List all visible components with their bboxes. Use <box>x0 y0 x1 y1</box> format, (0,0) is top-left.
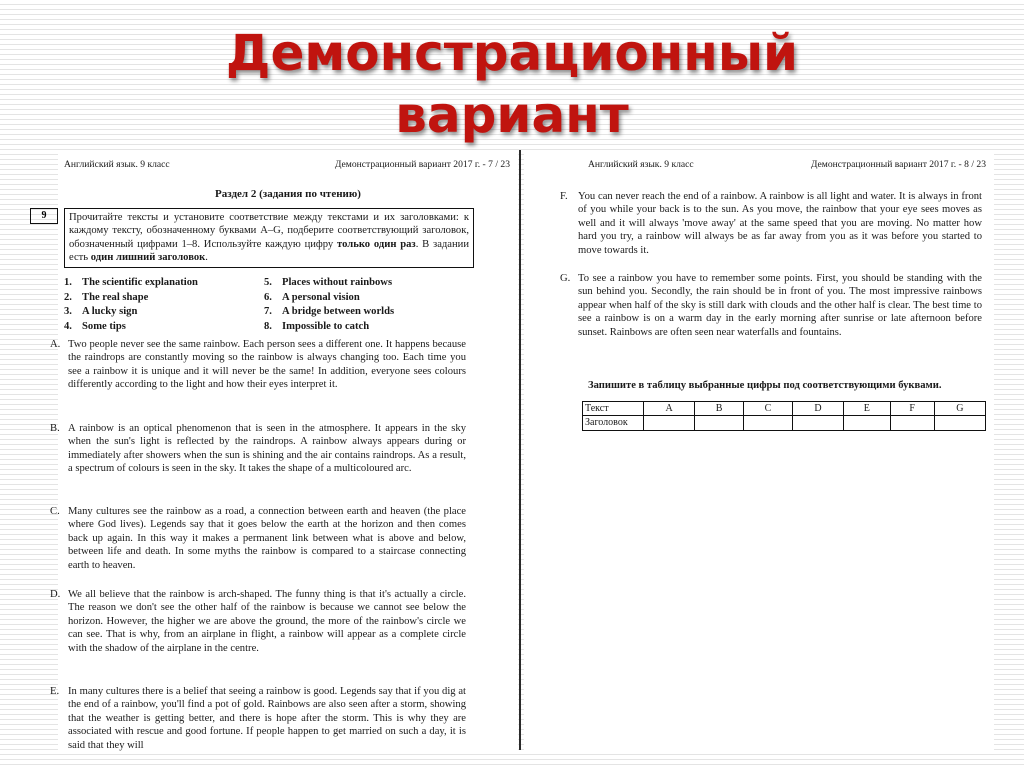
variant-page-label: Демонстрационный вариант 2017 г. - 7 / 23 <box>334 159 510 170</box>
text-paragraph-e <box>50 685 466 752</box>
column-header: D <box>792 402 843 416</box>
paragraph-text: Many cultures see the rainbow as a road, a connection between earth and heaven (the place where God lives). Legends say that it goes below the earth at the horizon and then comes back up again. In this way it makes a permanent link between what is above and below, between life and death. In some myths the rainbow is compared to a staircase connecting earth to heaven. <box>68 506 466 571</box>
column-header: A <box>644 402 695 416</box>
row-label-heading: Заголовок <box>583 416 644 430</box>
row-label-text: Текст <box>583 402 644 416</box>
slide-title-line2: вариант <box>395 86 629 144</box>
instruction-bold-once: только один раз <box>337 238 416 250</box>
text-paragraph-f <box>560 190 982 257</box>
column-header: C <box>744 402 793 416</box>
text-paragraph-b <box>50 422 466 476</box>
answer-cell[interactable] <box>644 416 695 430</box>
page-divider <box>519 150 521 750</box>
text-paragraph-c <box>50 505 466 572</box>
instruction-mid: . В задании есть <box>69 238 469 264</box>
column-header: F <box>890 402 934 416</box>
answer-cell[interactable] <box>844 416 890 430</box>
text-paragraph-a <box>50 338 466 392</box>
heading-item: 1. The scientific explanation <box>64 277 198 288</box>
answer-table <box>582 401 986 431</box>
subject-label: Английский язык. 9 класс <box>64 159 170 170</box>
heading-item: 6. A personal vision <box>264 291 360 303</box>
instruction-main: Прочитайте тексты и установите соответствие между текстами и их заголовками: к каждому тексту, обозначенному буквами A–G, подберите соответствующий заголовок, обозначенный цифрами 1–8. Используйте каждую цифру <box>69 212 469 250</box>
paragraph-text: In many cultures there is a belief that seeing a rainbow is good. Legends say that if you dig at the end of a rainbow, you'll find a pot of gold. Rainbows are also seen after a storm, showing that the weather is getting better, and there is hope after the storm. This is why they are associated with rescue and good fortune. If people happen to get married on such a day, it is said that they will <box>68 686 466 751</box>
instruction-end: . <box>205 252 208 264</box>
table-row <box>583 402 986 416</box>
paragraph-text: You can never reach the end of a rainbow. A rainbow is all light and water. It is always in front of you while your back is to the sun. As you move, the rainbow that your eye sees moves as well and it will always 'move away' at the same speed that you are moving. No matter how hard you try, a rainbow will always be as far away from you as it was before you started to move towards it. <box>578 191 982 256</box>
heading-item: 2. The real shape <box>64 291 149 303</box>
variant-page-label: Демонстрационный вариант 2017 г. - 8 / 23 <box>810 159 986 170</box>
column-header: B <box>695 402 744 416</box>
paragraph-letter: A. <box>50 339 61 350</box>
slide-title-line1: Демонстрационный <box>225 24 799 82</box>
text-paragraph-g <box>560 272 982 339</box>
right-page <box>524 150 994 750</box>
instruction-bold-extra: один лишний заголовок <box>90 252 206 264</box>
left-page <box>50 150 518 751</box>
paragraph-text: Two people never see the same rainbow. Each person sees a different one. It happens because the raindrops are constantly moving so the rainbow is always changing too. Each time you see a rainbow it is unique and it will never be the same! In addition, everyone sees colours differently according to the light and how their eyes interpret it. <box>68 339 466 391</box>
answer-cell[interactable] <box>792 416 843 430</box>
table-row <box>583 416 986 430</box>
column-header: E <box>844 402 890 416</box>
task-instruction <box>64 208 474 268</box>
subject-label: Английский язык. 9 класс <box>588 159 694 170</box>
paragraph-letter: G. <box>560 273 571 284</box>
answer-cell[interactable] <box>695 416 744 430</box>
heading-item: 4. Some tips <box>64 320 126 332</box>
paragraph-letter: D. <box>50 589 61 600</box>
table-instruction: Запишите в таблицу выбранные цифры под соответствующими буквами. <box>588 380 942 391</box>
heading-item: 7. A bridge between worlds <box>264 306 395 318</box>
answer-cell[interactable] <box>934 416 985 430</box>
task-number-badge: 9 <box>30 208 58 224</box>
section-title: Раздел 2 (задания по чтению) <box>215 188 361 200</box>
heading-item: 5. Places without rainbows <box>264 277 393 288</box>
text-paragraph-d <box>50 588 466 655</box>
slide-title <box>0 22 1024 146</box>
left-page-header <box>64 158 510 172</box>
paragraph-text: To see a rainbow you have to remember some points. First, you should be standing with the sun behind you. Secondly, the rain should be in front of you. The most impressive rainbows appear when half of the sky is still dark with clouds and the other half is clear. The best time to see a rainbow is on a warm day in the early morning after sunrise or late afternoon before sunset. Rainbows are often seen near waterfalls and fountains. <box>578 273 982 338</box>
paragraph-letter: F. <box>560 191 568 202</box>
paragraph-letter: C. <box>50 506 60 517</box>
heading-item: 3. A lucky sign <box>64 306 138 318</box>
paragraph-text: We all believe that the rainbow is arch-shaped. The funny thing is that it's actually a circle. The reason we don't see the other half of the rainbow is because we cannot see below the horizon. However, the higher we are above the ground, the more of the rainbow's circle we can see. That is why, from an airplane in flight, a rainbow will appear as a complete circle with the shadow of the airplane in the centre. <box>68 589 466 654</box>
paragraph-letter: B. <box>50 423 60 434</box>
answer-cell[interactable] <box>890 416 934 430</box>
right-page-header <box>588 158 986 172</box>
heading-item: 8. Impossible to catch <box>264 320 370 332</box>
column-header: G <box>934 402 985 416</box>
answer-cell[interactable] <box>744 416 793 430</box>
paragraph-letter: E. <box>50 686 60 697</box>
paragraph-text: A rainbow is an optical phenomenon that is seen in the atmosphere. It appears in the sky when the sun's light is reflected by the raindrops. A rainbow always appears during or immediately after showers when the sun is shining and the air contains raindrops. As a result, a spectrum of colours is seen in the sky. It takes the shape of a multicoloured arc. <box>68 423 466 475</box>
